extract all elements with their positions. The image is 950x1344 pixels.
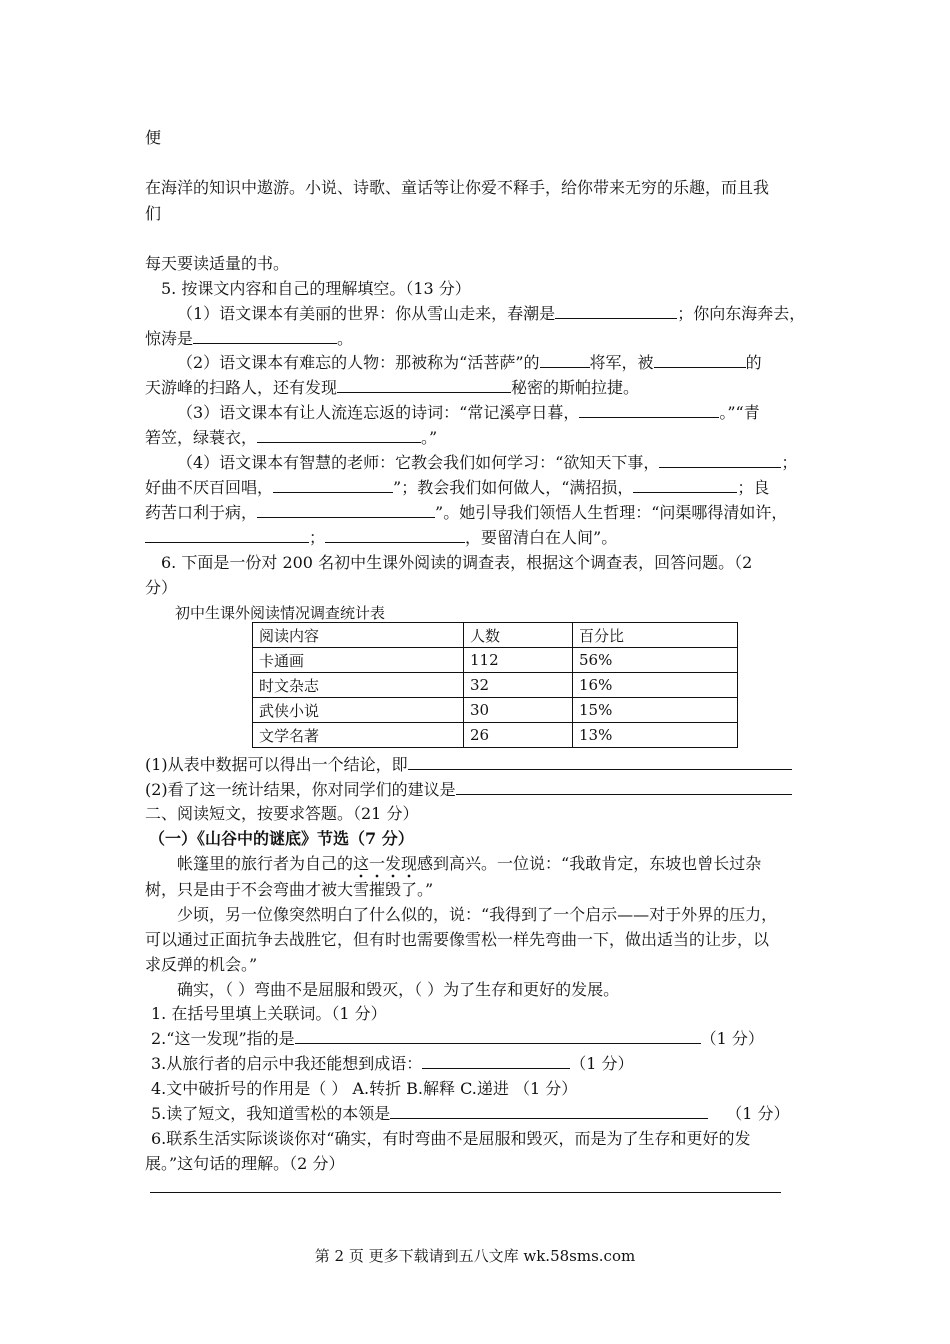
table-title: 初中生课外阅读情况调查统计表 <box>175 604 386 622</box>
sub-question-2 <box>151 1029 764 1049</box>
text-line: 每天要读适量的书。 <box>145 254 290 273</box>
blank <box>390 1104 708 1119</box>
header-cell: 阅读内容 <box>253 623 464 648</box>
q5-1-line <box>177 304 805 324</box>
sub-question-4: 4.文中破折号的作用是（ ） A.转折 B.解释 C.递进 （1 分） <box>151 1079 578 1098</box>
table-cell: 56% <box>573 648 738 673</box>
blank <box>422 1054 570 1069</box>
blank <box>633 478 737 493</box>
emphasis-text: 这一发现 <box>353 854 417 879</box>
blank <box>337 378 511 393</box>
paragraph-line: 确实，（ ）弯曲不是屈服和毁灭，（ ）为了生存和更好的发展。 <box>177 980 620 999</box>
sub-question-5 <box>151 1104 790 1124</box>
table-cell: 15% <box>573 698 738 723</box>
sub-question-6: 6.联系生活实际谈谈你对“确实，有时弯曲不是屈服和毁灭，而是为了生存和更好的发 <box>151 1129 751 1148</box>
blank <box>193 329 337 344</box>
table-cell: 13% <box>573 723 738 748</box>
text: 3.从旅行者的启示中我还能想到成语： <box>151 1054 423 1073</box>
table-row <box>253 673 738 698</box>
text: （2）语文课本有难忘的人物：那被称为“活菩萨”的 <box>177 353 540 372</box>
q5-2-line <box>177 353 762 373</box>
table-cell: 文学名著 <box>253 723 464 748</box>
text: 箬笠，绿蓑衣， <box>145 428 258 447</box>
blank <box>579 403 719 418</box>
q6-1-line <box>145 755 792 775</box>
table-row <box>253 723 738 748</box>
text-line: 们 <box>145 204 162 223</box>
text: ”；教会我们如何做人，“满招损， <box>393 478 634 497</box>
text: ； <box>309 528 326 547</box>
text: 帐篷里的旅行者为自己的 <box>177 854 354 873</box>
table-header-row <box>253 623 738 648</box>
text: 。 <box>337 329 354 348</box>
text: 秘密的斯帕拉捷。 <box>511 378 640 397</box>
text-line: 分） <box>145 578 178 597</box>
paragraph-line <box>177 854 761 874</box>
text: 2.“这一发现”指的是 <box>151 1029 295 1048</box>
paragraph-line: 可以通过正面抗争去战胜它，但有时也需要像雪松一样先弯曲一下，做出适当的让步，以 <box>145 930 770 949</box>
table-row <box>253 648 738 673</box>
text: 将军，被 <box>589 353 654 372</box>
q5-4-line4 <box>145 528 617 548</box>
text: （1 分） <box>700 1029 764 1048</box>
text: 。” <box>421 428 438 447</box>
text: （1 分） <box>726 1104 790 1123</box>
text-line: 展。”这句话的理解。（2 分） <box>145 1154 345 1173</box>
text: 感到高兴。一位说：“我敢肯定，东坡也曾长过杂 <box>417 854 762 873</box>
text: (2)看了这一统计结果，你对同学们的建议是 <box>145 780 456 799</box>
text: ； <box>781 453 798 472</box>
blank <box>325 528 465 543</box>
table-cell: 时文杂志 <box>253 673 464 698</box>
text: 天游峰的扫路人，还有发现 <box>145 378 338 397</box>
text: （3）语文课本有让人流连忘返的诗词：“常记溪亭日暮， <box>177 403 580 422</box>
q5-4-line2 <box>145 478 769 498</box>
table-cell: 112 <box>464 648 573 673</box>
q5-1-line2 <box>145 329 353 349</box>
table-cell: 16% <box>573 673 738 698</box>
header-cell: 人数 <box>464 623 573 648</box>
section-2-1-heading: （一）《山谷中的谜底》节选（7 分） <box>149 829 414 848</box>
table-cell: 32 <box>464 673 573 698</box>
table-cell: 武侠小说 <box>253 698 464 723</box>
footer: 第 2 页 更多下载请到五八文库 wk.58sms.com <box>314 1247 636 1265</box>
text-line: 便 <box>145 128 162 147</box>
blank <box>456 780 792 795</box>
question-5: 5. 按课文内容和自己的理解填空。（13 分） <box>161 279 471 298</box>
paragraph-line: 少顷，另一位像突然明白了什么似的，说：“我得到了一个启示——对于外界的压力， <box>177 905 778 924</box>
answer-line <box>150 1192 781 1193</box>
text: 好曲不厌百回唱， <box>145 478 274 497</box>
text: （1 分） <box>570 1054 634 1073</box>
survey-table <box>252 622 738 748</box>
blank <box>145 528 309 543</box>
text: 药苦口利于病， <box>145 503 258 522</box>
text: 5.读了短文，我知道雪松的本领是 <box>151 1104 391 1123</box>
blank <box>408 755 792 770</box>
text: ；你向东海奔去， <box>677 304 806 323</box>
text: 惊涛是 <box>145 329 194 348</box>
q5-2-line2 <box>145 378 639 398</box>
table-cell: 26 <box>464 723 573 748</box>
table-cell: 卡通画 <box>253 648 464 673</box>
q6-2-line <box>145 780 792 800</box>
text: 的 <box>745 353 762 372</box>
blank <box>555 304 677 319</box>
blank <box>257 503 435 518</box>
text: （4）语文课本有智慧的老师：它教会我们如何学习：“欲知天下事， <box>177 453 660 472</box>
section-2-heading: 二、阅读短文，按要求答题。（21 分） <box>145 804 419 823</box>
q5-4-line <box>177 453 797 473</box>
sub-question-1: 1. 在括号里填上关联词。（1 分） <box>151 1004 387 1023</box>
table-cell: 30 <box>464 698 573 723</box>
paragraph-line: 树，只是由于不会弯曲才被大雪摧毁了。” <box>145 880 434 899</box>
text: ”。她引导我们领悟人生哲理：“问渠哪得清如许， <box>435 503 788 522</box>
blank <box>540 353 590 368</box>
text-line: 在海洋的知识中遨游。小说、诗歌、童话等让你爱不释手，给你带来无穷的乐趣，而且我 <box>145 178 770 197</box>
blank <box>654 353 746 368</box>
question-6: 6. 下面是一份对 200 名初中生课外阅读的调查表，根据这个调查表，回答问题。（2 <box>161 553 753 572</box>
text: （1）语文课本有美丽的世界：你从雪山走来，春潮是 <box>177 304 556 323</box>
table-row <box>253 698 738 723</box>
text: 。”“青 <box>719 403 760 422</box>
header-cell: 百分比 <box>573 623 738 648</box>
q5-3-line <box>177 403 760 423</box>
q5-4-line3 <box>145 503 787 523</box>
blank <box>295 1029 701 1044</box>
text: ，要留清白在人间”。 <box>465 528 618 547</box>
text: ；良 <box>737 478 770 497</box>
blank <box>659 453 781 468</box>
sub-question-3 <box>151 1054 634 1074</box>
blank <box>257 428 421 443</box>
paragraph-line: 求反弹的机会。” <box>145 955 258 974</box>
text: (1)从表中数据可以得出一个结论，即 <box>145 755 408 774</box>
q5-3-line2 <box>145 428 437 448</box>
blank <box>273 478 393 493</box>
